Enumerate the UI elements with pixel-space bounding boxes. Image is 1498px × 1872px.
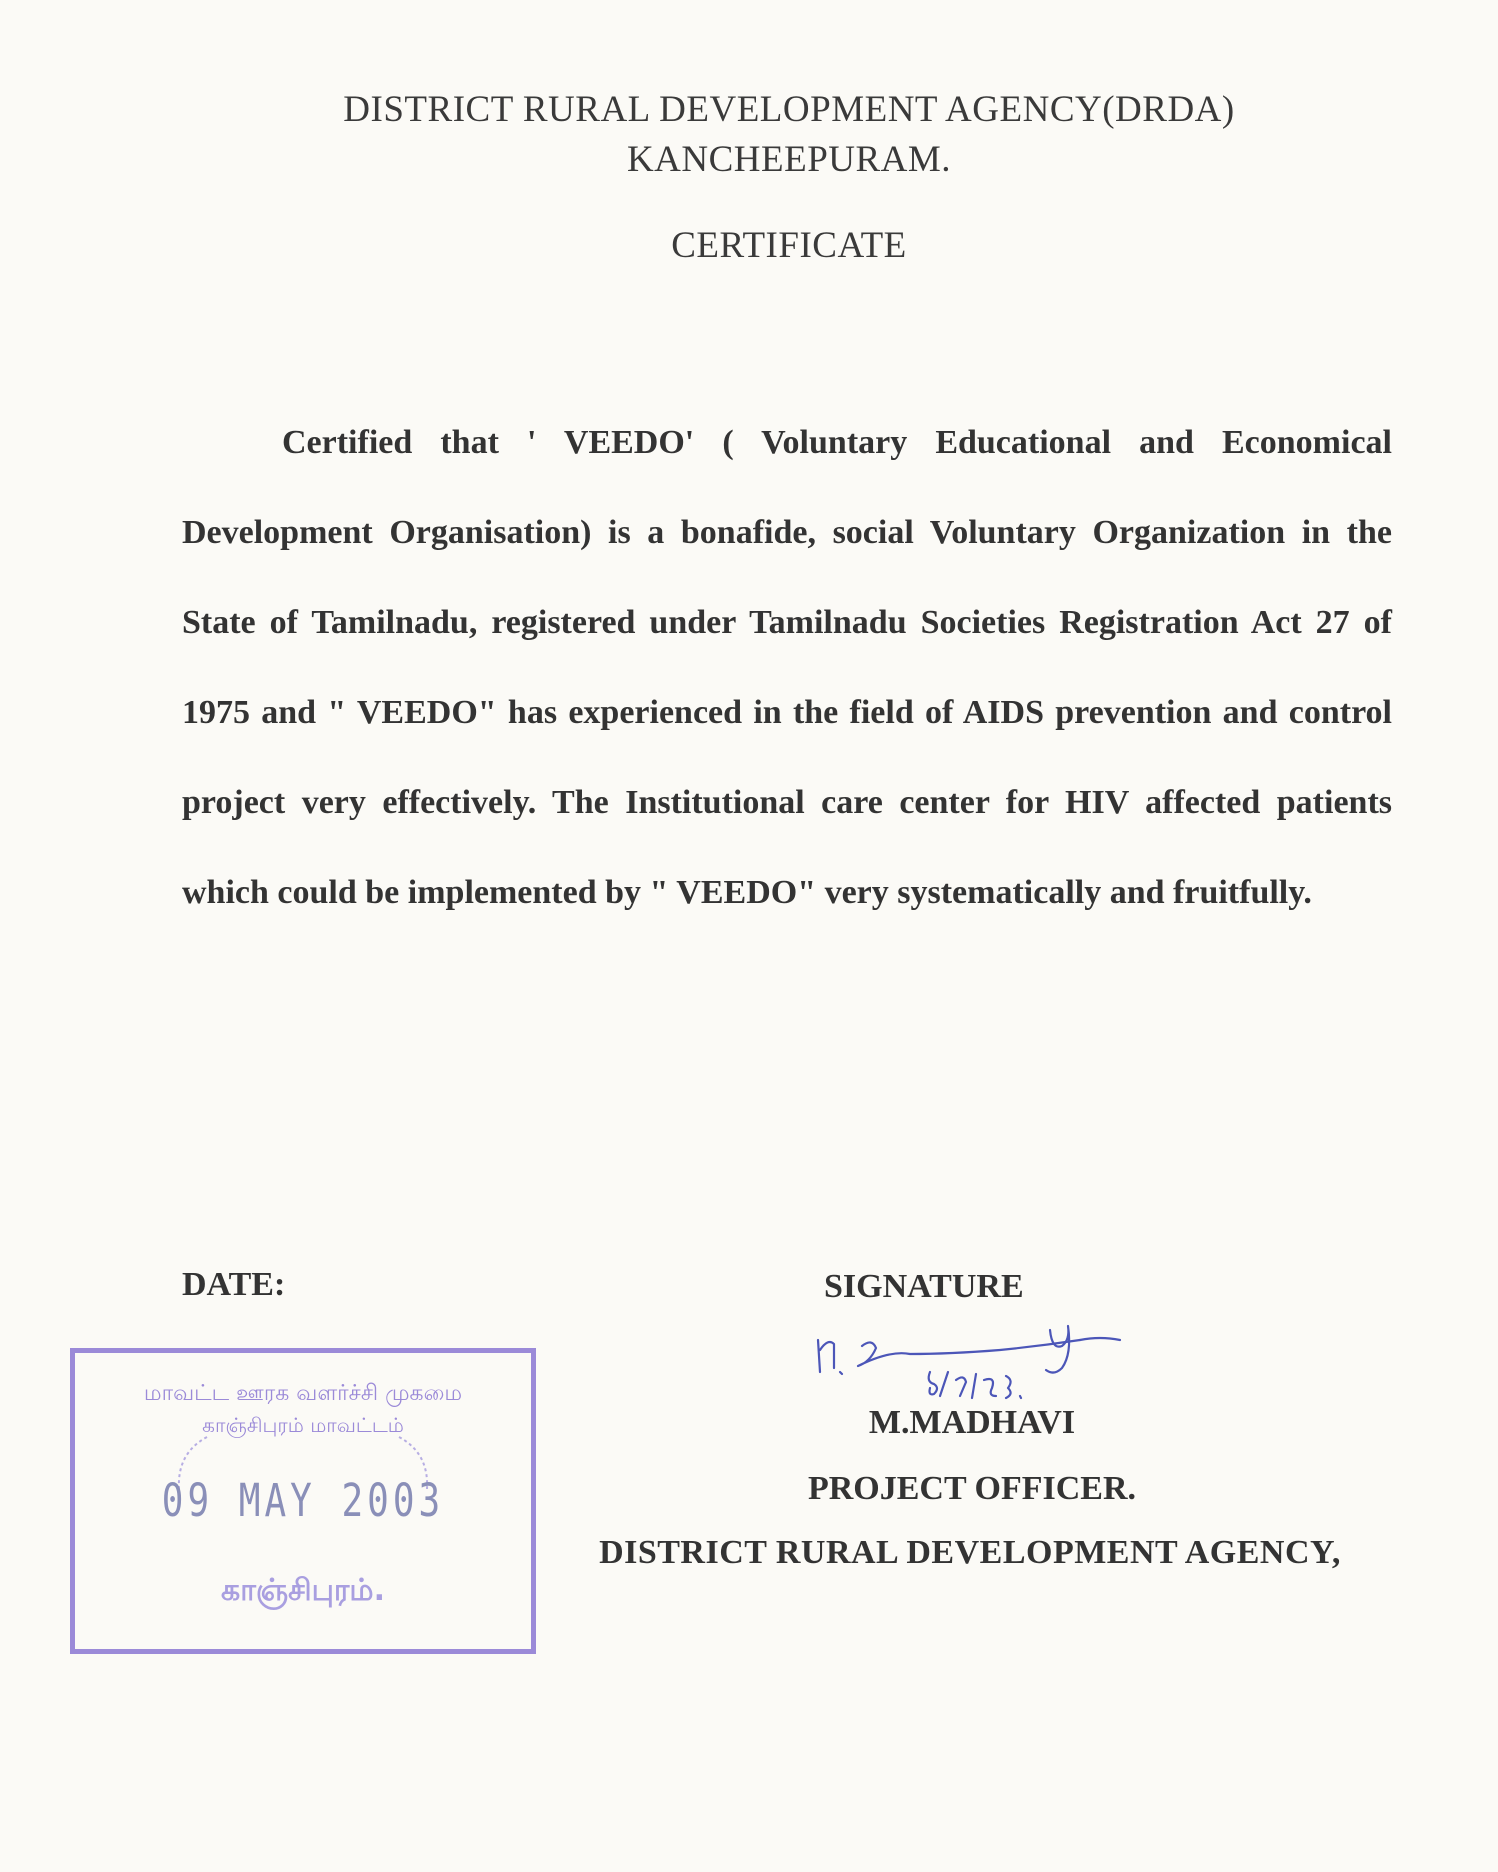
- official-stamp: [70, 1348, 536, 1654]
- certificate-body: [182, 398, 1392, 938]
- stamp-date: 09 MAY 2003: [161, 1475, 445, 1528]
- signature-label: SIGNATURE: [824, 1268, 1024, 1305]
- stamp-place: காஞ்சிபுரம்.: [221, 1573, 385, 1608]
- officer-name: M.MADHAVI: [868, 1404, 1076, 1441]
- officer-designation: PROJECT OFFICER.: [807, 1470, 1137, 1507]
- certificate-paragraph: Certified that ' VEEDO' ( Voluntary Educational and Economical Development Organisation) is a bonafide, social Voluntary Organization in the State of Tamilnadu, registered under Tamilnadu Societies Registration Act 27 of 1975 and " VEEDO" has experienced in the field of AIDS prevention and control project very effectively. The Institutional care center for HIV affected patients which could be implemented by " VEEDO" very systematically and fruitfully.: [182, 424, 1392, 911]
- certificate-title: CERTIFICATE: [671, 225, 907, 266]
- stamp-line-2: காஞ்சிபுரம் மாவட்டம்: [202, 1413, 404, 1437]
- agency-city: KANCHEEPURAM.: [626, 139, 952, 180]
- stamp-line-1: மாவட்ட ஊரக வளர்ச்சி முகமை: [143, 1381, 463, 1406]
- handwritten-signature: [800, 1310, 1140, 1410]
- date-label: DATE:: [182, 1266, 286, 1303]
- officer-agency: DISTRICT RURAL DEVELOPMENT AGENCY,: [599, 1534, 1341, 1571]
- agency-name: DISTRICT RURAL DEVELOPMENT AGENCY(DRDA): [343, 89, 1235, 130]
